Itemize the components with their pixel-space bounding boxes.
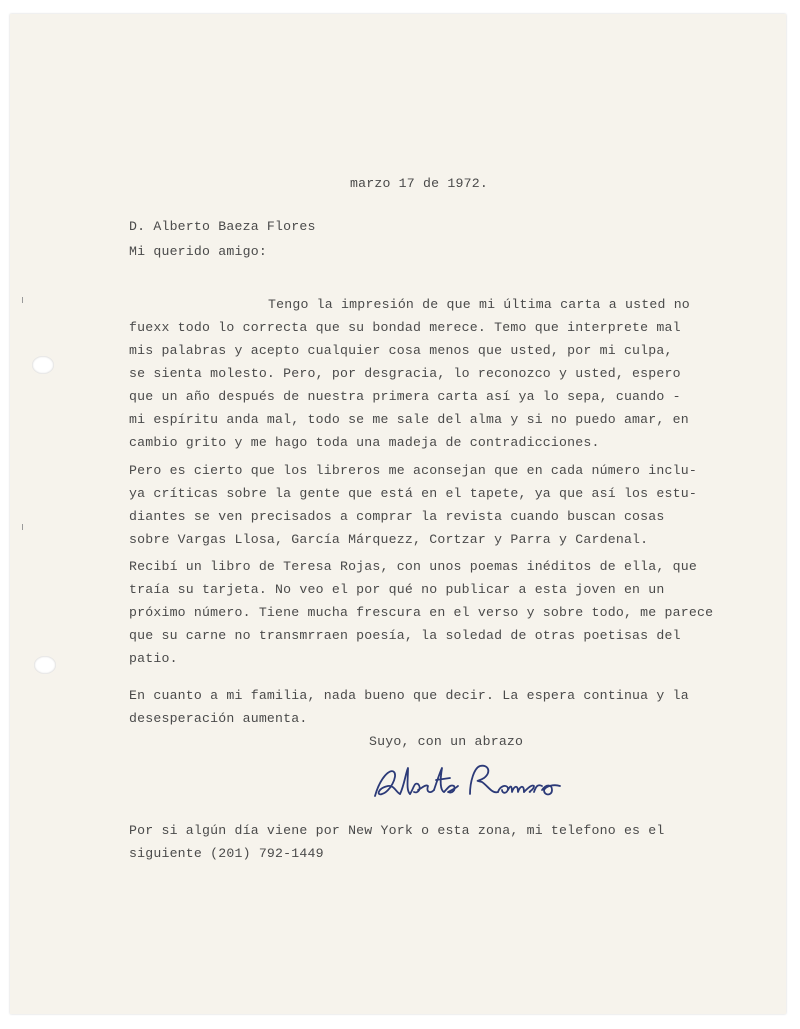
signature [370,758,570,818]
paragraph-line: patio. [129,651,178,666]
paragraph-line: próximo número. Tiene mucha frescura en el verso y sobre todo, me parece [129,605,714,620]
paragraph-line: fuexx todo lo correcta que su bondad merece. Temo que interprete mal [129,320,681,335]
paragraph-line: diantes se ven precisados a comprar la revista cuando buscan cosas [129,509,665,524]
paragraph-line: Tengo la impresión de que mi última carta a usted no [268,297,690,312]
paragraph-line: traía su tarjeta. No veo el por qué no publicar a esta joven en un [129,582,665,597]
punch-hole [34,656,56,674]
paragraph-line: mi espíritu anda mal, todo se me sale del alma y si no puedo amar, en [129,412,689,427]
paragraph-line: Recibí un libro de Teresa Rojas, con unos poemas inéditos de ella, que [129,559,697,574]
paragraph-line: Pero es cierto que los libreros me aconsejan que en cada número inclu- [129,463,697,478]
postscript-line: siguiente (201) 792-1449 [129,846,324,861]
closing: Suyo, con un abrazo [369,734,524,749]
paragraph-line: ya críticas sobre la gente que está en el tapete, ya que así los estu- [129,486,697,501]
salutation: Mi querido amigo: [129,244,267,259]
paragraph-line: que su carne no transmrraen poesía, la soledad de otras poetisas del [129,628,681,643]
paper-mark [22,524,23,530]
paragraph-line: En cuanto a mi familia, nada bueno que decir. La espera continua y la [129,688,689,703]
punch-hole [32,356,54,374]
paragraph-line: sobre Vargas Llosa, García Márquezz, Cortzar y Parra y Cardenal. [129,532,649,547]
paragraph-line: se sienta molesto. Pero, por desgracia, lo reconozco y usted, espero [129,366,681,381]
postscript-line: Por si algún día viene por New York o esta zona, mi telefono es el [129,823,665,838]
paragraph-line: cambio grito y me hago toda una madeja de contradicciones. [129,435,600,450]
addressee: D. Alberto Baeza Flores [129,219,316,234]
paragraph-line: desesperación aumenta. [129,711,308,726]
letter-date: marzo 17 de 1972. [350,176,488,191]
paragraph-line: mis palabras y acepto cualquier cosa menos que usted, por mi culpa, [129,343,673,358]
paragraph-line: que un año después de nuestra primera carta así ya lo sepa, cuando - [129,389,681,404]
paper-mark [22,297,23,303]
